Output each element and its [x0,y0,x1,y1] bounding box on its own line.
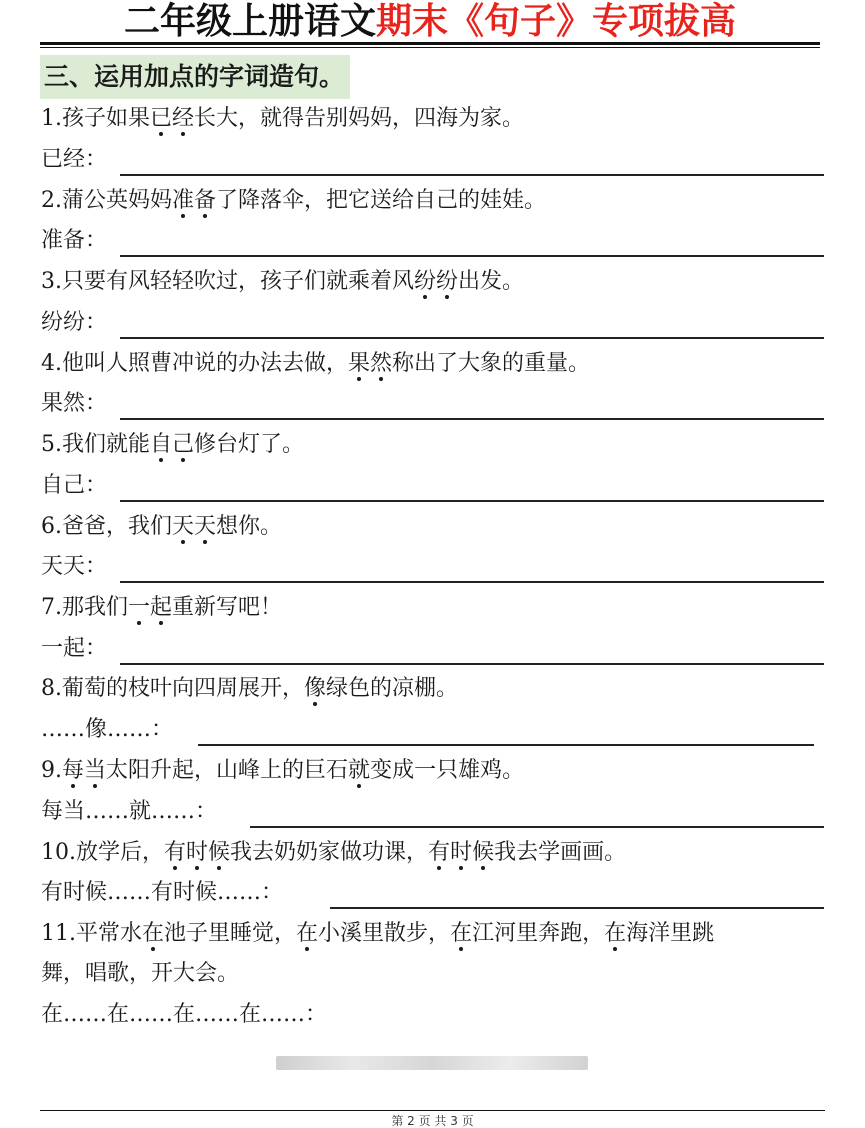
answer-prompt: 一起： [41,636,108,661]
section-heading: 三、运用加点的字词造句。 [40,55,350,99]
page-number: 第 2 页 共 3 页 [391,1114,474,1128]
answer-blank-line[interactable] [120,418,824,420]
answer-blank-line[interactable] [250,826,824,828]
question-sentence [41,674,458,704]
sentence-text: 了降落伞，把它送给自己的娃娃。 [216,188,547,213]
dotted-character: 时 [450,840,473,865]
answer-blank-line[interactable] [198,744,814,746]
dotted-character: 候 [472,840,495,865]
dotted-character: 己 [172,432,195,457]
answer-blank-line[interactable] [120,174,824,176]
blurred-watermark [276,1056,588,1070]
dotted-character: 纷 [414,269,437,294]
sentence-text: 我去学画画。 [494,840,627,865]
question-sentence [41,593,282,623]
sentence-text: 太阳升起，山峰上的巨石 [106,758,349,783]
sentence-text: 海洋里跳 [626,921,715,946]
sentence-text: 4.他叫人照曹冲说的办法去做， [41,351,348,376]
sentence-text: 7.那我们 [41,595,128,620]
answer-blank-line[interactable] [120,337,824,339]
sentence-text: 出发。 [458,269,525,294]
footer-rule [40,1110,825,1111]
dotted-character: 一 [128,595,151,620]
question-sentence [41,267,524,297]
answer-prompt: 自己： [41,473,108,498]
sentence-text: 长大，就得告别妈妈，四海为家。 [194,106,525,131]
sentence-text: 2.蒲公英妈妈 [41,188,172,213]
dotted-character: 每 [62,758,85,783]
question-sentence [41,919,714,949]
question-sentence-continued: 舞，唱歌，开大会。 [41,961,240,986]
sentence-text: 变成一只雄鸡。 [370,758,525,783]
dotted-character: 已 [150,106,173,131]
title-rule-thick [40,42,820,45]
dotted-character: 在 [296,921,319,946]
sentence-text: 修台灯了。 [194,432,305,457]
dotted-character: 像 [304,676,327,701]
answer-prompt: 纷纷： [41,310,108,335]
sentence-text: 10.放学后， [41,840,164,865]
answer-prompt: 已经： [41,147,108,172]
answer-prompt: 果然： [41,391,108,416]
answer-blank-line[interactable] [330,907,824,909]
question-sentence [41,756,524,786]
title-rule-thin [40,47,820,48]
sentence-text: 小溪里散步， [318,921,451,946]
question-sentence [41,349,590,379]
sentence-text: 称出了大象的重量。 [392,351,591,376]
dotted-character: 在 [450,921,473,946]
dotted-character: 准 [172,188,195,213]
dotted-character: 在 [604,921,627,946]
answer-prompt: 在……在……在……在……： [41,1002,328,1027]
title-grade: 二年级上册语文 [123,1,376,42]
dotted-character: 天 [172,514,195,539]
sentence-text: 5.我们就能 [41,432,150,457]
sentence-text: 池子里睡觉， [164,921,297,946]
dotted-character: 当 [84,758,107,783]
answer-prompt: ……像……： [41,717,174,742]
dotted-character: 经 [172,106,195,131]
title-topic: 期末《句子》专项拔高 [376,1,737,42]
sentence-text: 绿色的凉棚。 [326,676,459,701]
question-sentence [41,838,626,868]
answer-blank-line[interactable] [120,581,824,583]
question-sentence [41,186,546,216]
answer-blank-line[interactable] [120,500,824,502]
sentence-text: 11.平常水 [41,921,142,946]
sentence-text: 我去奶奶家做功课， [230,840,429,865]
dotted-character: 有 [164,840,187,865]
answer-blank-line[interactable] [120,255,824,257]
sentence-text: 8.葡萄的枝叶向四周展开， [41,676,304,701]
sentence-text: 江河里奔跑， [472,921,605,946]
answer-prompt: 天天： [41,554,108,579]
answer-prompt: 有时候……有时候……： [41,880,284,905]
sentence-text: 3.只要有风轻轻吹过，孩子们就乘着风 [41,269,414,294]
sentence-text: 9. [41,758,62,783]
answer-prompt: 准备： [41,228,108,253]
answer-blank-line[interactable] [120,663,824,665]
dotted-character: 自 [150,432,173,457]
sentence-text: 重新写吧！ [172,595,283,620]
answer-prompt: 每当……就……： [41,799,218,824]
dotted-character: 在 [142,921,165,946]
question-sentence [41,430,304,460]
dotted-character: 时 [186,840,209,865]
dotted-character: 就 [348,758,371,783]
sentence-text: 6.爸爸，我们 [41,514,172,539]
page-title [40,2,820,42]
question-sentence [41,104,524,134]
sentence-text: 想你。 [216,514,283,539]
dotted-character: 果 [348,351,371,376]
dotted-character: 纷 [436,269,459,294]
dotted-character: 候 [208,840,231,865]
dotted-character: 备 [194,188,217,213]
sentence-text: 1.孩子如果 [41,106,150,131]
dotted-character: 天 [194,514,217,539]
dotted-character: 起 [150,595,173,620]
question-sentence [41,512,282,542]
dotted-character: 有 [428,840,451,865]
dotted-character: 然 [370,351,393,376]
